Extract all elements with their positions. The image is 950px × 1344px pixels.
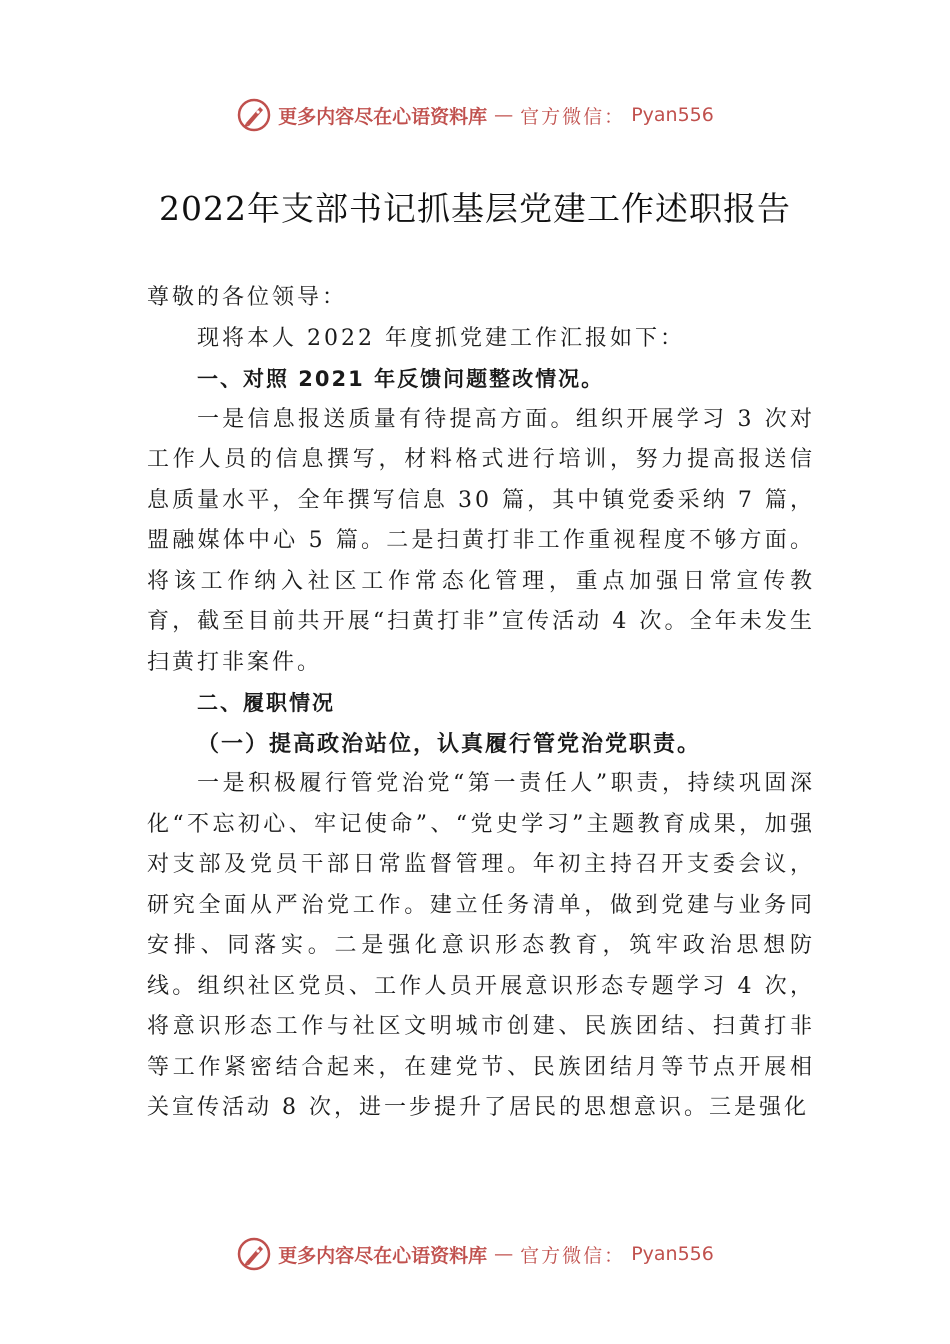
watermark-label: 官方微信：: [520, 105, 626, 128]
section-1-body: 一是信息报送质量有待提高方面。组织开展学习 3 次对工作人员的信息撰写，材料格式进行培训，努力提高报送信息质量水平，全年撰写信息 30 篇，其中镇党委采纳 7 篇，盟融媒体中心 5 篇。二是扫黄打非工作重视程度不够方面。将该工作纳入社区工作常态化管理，重点加强日常宣传教育，截至目前共开展“扫黄打非”宣传活动 4 次。全年未发生扫黄打非案件。: [147, 406, 815, 675]
pen-nib-logo-icon: [236, 1236, 272, 1272]
greeting: 尊敬的各位领导：: [147, 285, 348, 310]
watermark-brand: 更多内容尽在心语资料库: [278, 1244, 488, 1267]
pen-nib-logo-icon: [236, 97, 272, 133]
section-2-heading: 二、履职情况: [197, 691, 335, 715]
document-body: [147, 278, 815, 1129]
watermark-dash: —: [494, 1243, 514, 1265]
footer-watermark: [0, 1232, 950, 1276]
document-title: 2022年支部书记抓基层党建工作述职报告: [159, 189, 791, 228]
section-2-body: 一是积极履行管党治党“第一责任人”职责，持续巩固深化“不忘初心、牢记使命”、“党史学习”主题教育成果，加强对支部及党员干部日常监督管理。年初主持召开支委会议，研究全面从严治党工作。建立任务清单，做到党建与业务同安排、同落实。二是强化意识形态教育，筑牢政治思想防线。组织社区党员、工作人员开展意识形态专题学习 4 次，将意识形态工作与社区文明城市创建、民族团结、扫黄打非等工作紧密结合起来，在建党节、民族团结月等节点开展相关宣传活动 8 次，进一步提升了居民的思想意识。三是强化: [147, 771, 815, 1120]
watermark-dash: —: [494, 104, 514, 126]
intro-paragraph: 现将本人 2022 年度抓党建工作汇报如下：: [197, 325, 685, 351]
header-watermark: [0, 93, 950, 137]
section-2-subheading: （一）提高政治站位，认真履行管党治党职责。: [197, 730, 702, 757]
watermark-brand: 更多内容尽在心语资料库: [278, 105, 488, 128]
watermark-wechat-id: Pyan556: [631, 1243, 714, 1265]
watermark-label: 官方微信：: [520, 1244, 626, 1267]
section-1-heading: 一、对照 2021 年反馈问题整改情况。: [197, 367, 605, 391]
watermark-wechat-id: Pyan556: [631, 104, 714, 126]
